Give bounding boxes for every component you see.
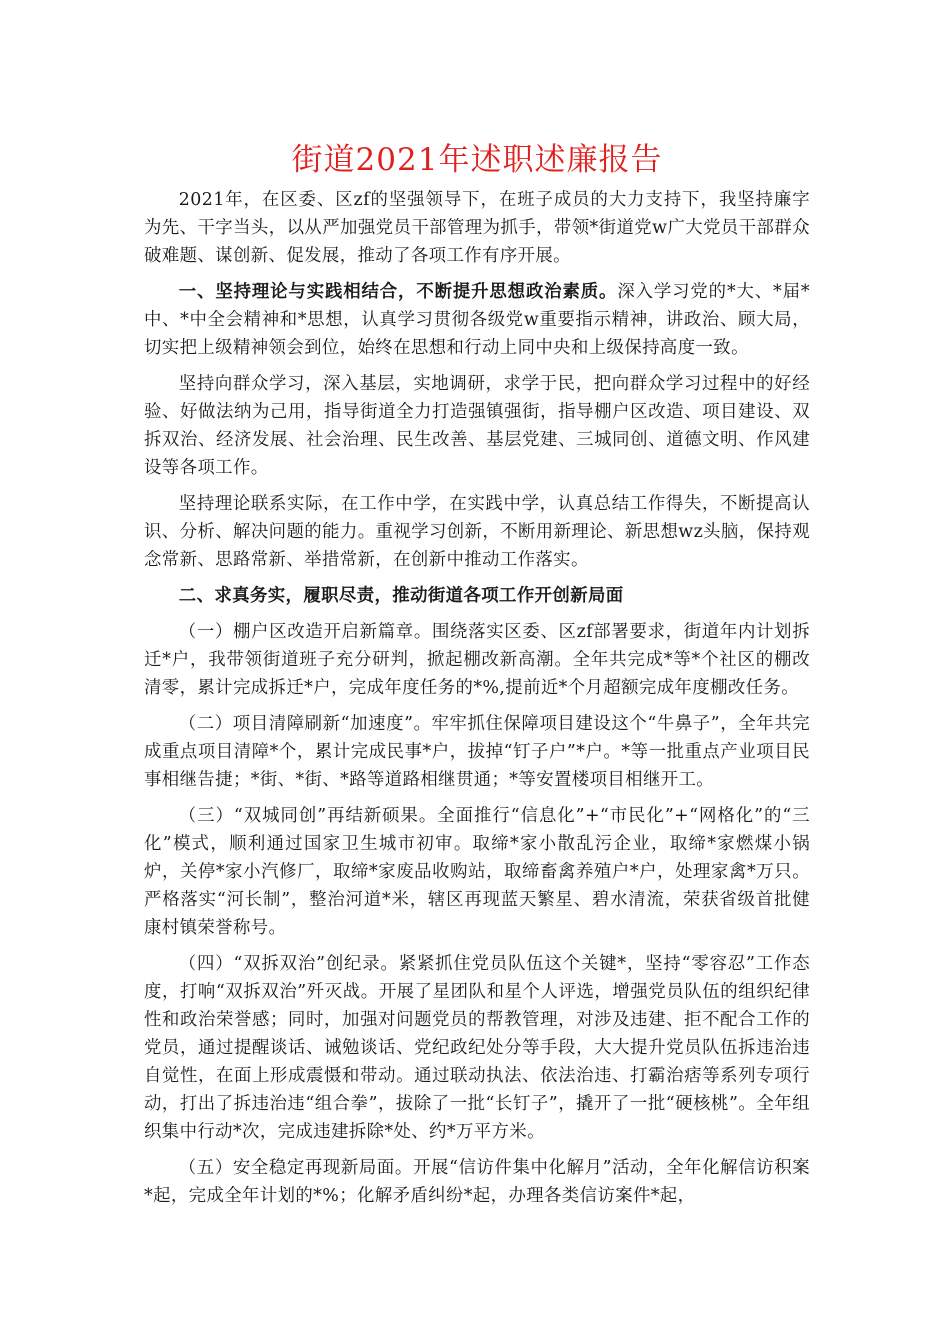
item-demolition: （四）“双拆双治”创纪录。紧紧抓住党员队伍这个关键*，坚持“零容忍”工作态度，打响“双拆双治”歼灭战。开展了星团队和星个人评选，增强党员队伍的组织纪律性和政治荣誉感；同时，加强对问题党员的帮教管理，对涉及违建、拒不配合工作的党员，通过提醒谈话、诫勉谈话、党纪政纪处分等手段，大大提升党员队伍拆违治违自觉性，在面上形成震慑和带动。通过联动执法、依法治违、打霸治痞等系列专项行动，打出了拆违治违“组合拳”，拔除了一批“长钉子”，撬开了一批“硬核桃”。全年组织集中行动*次，完成违建拆除*处、约*万平方米。 [144, 954, 810, 1142]
section2-heading: 二、求真务实，履职尽责，推动街道各项工作开创新局面 [178, 586, 624, 606]
item-project-clearing: （二）项目清障刷新“加速度”。牢牢抓住保障项目建设这个“牛鼻子”，全年共完成重点项目清障*个，累计完成民事*户，拔掉“钉子户”*户。*等一批重点产业项目民事相继告捷；*街、*街、*路等道路相继贯通；*等安置楼项目相继开工。 [144, 714, 810, 790]
item-shanty-reform: （一）棚户区改造开启新篇章。围绕落实区委、区zf部署要求，街道年内计划拆迁*户，我带领街道班子充分研判，掀起棚改新高潮。全年共完成*等*个社区的棚改清零，累计完成拆迁*户，完成年度任务的*%,提前近*个月超额完成年度棚改任务。 [144, 622, 810, 698]
item-safety-stability: （五）安全稳定再现新局面。开展“信访件集中化解月”活动，全年化解信访积案*起，完成全年计划的*%；化解矛盾纠纷*起，办理各类信访案件*起， [144, 1158, 810, 1206]
section1-text: 深入学习党的*大、*届*中、*中全会精神和*思想，认真学习贯彻各级党w重要指示精神，讲政治、顾大局，切实把上级精神领会到位，始终在思想和行动上同中央和上级保持高度一致。 [144, 282, 810, 358]
item-dual-city: （三）“双城同创”再结新硕果。全面推行“信息化”+“市民化”+“网格化”的“三化”模式，顺利通过国家卫生城市初审。取缔*家小散乱污企业，取缔*家燃煤小锅炉，关停*家小汽修厂，取缔*家废品收购站，取缔畜禽养殖户*户，处理家禽*万只。严格落实“河长制”，整治河道*米，辖区再现蓝天繁星、碧水清流，荣获省级首批健康村镇荣誉称号。 [144, 806, 810, 938]
section1-heading: 一、坚持理论与实践相结合，不断提升思想政治素质。 [178, 282, 618, 302]
paragraph-theory-practice: 坚持理论联系实际，在工作中学，在实践中学，认真总结工作得失，不断提高认识、分析、解决问题的能力。重视学习创新，不断用新理论、新思想wz头脑，保持观念常新、思路常新、举措常新，在创新中推动工作落实。 [144, 494, 810, 570]
document-title: 街道2021年述职述廉报告 [291, 142, 663, 178]
section1-paragraph [144, 278, 810, 362]
intro-paragraph: 2021年，在区委、区zf的坚强领导下，在班子成员的大力支持下，我坚持廉字为先、干字当头，以从严加强党员干部管理为抓手，带领*街道党w广大党员干部群众破难题、谋创新、促发展，推动了各项工作有序开展。 [144, 190, 810, 266]
paragraph-learn-from-masses: 坚持向群众学习，深入基层，实地调研，求学于民，把向群众学习过程中的好经验、好做法纳为己用，指导街道全力打造强镇强街，指导棚户区改造、项目建设、双拆双治、经济发展、社会治理、民生改善、基层党建、三城同创、道德文明、作风建设等各项工作。 [144, 374, 810, 478]
